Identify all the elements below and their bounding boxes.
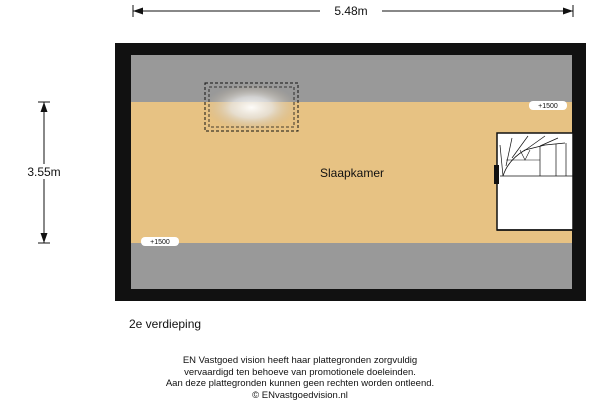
disclaimer-line: EN Vastgoed vision heeft haar plattegronden zorgvuldig <box>100 355 500 367</box>
height-marker-left-label: +1500 <box>150 239 170 246</box>
dimension-arrow-icon <box>563 8 573 15</box>
disclaimer-line: vervaardigd ten behoeve van promotionele doeleinden. <box>100 367 500 379</box>
copyright-line: © ENvastgoedvision.nl <box>100 390 500 401</box>
disclaimer-line: Aan deze plattegronden kunnen geen rechten worden ontleend. <box>100 378 500 390</box>
dimension-arrow-icon <box>41 233 48 243</box>
dimension-arrow-icon <box>133 8 143 15</box>
disclaimer <box>100 355 500 401</box>
width-dimension <box>133 3 573 18</box>
floor-label: 2e verdieping <box>129 317 201 331</box>
stairs-icon <box>494 133 573 230</box>
height-marker-right <box>529 101 567 110</box>
roof-slope-top <box>131 55 572 102</box>
height-marker-left <box>141 237 179 246</box>
height-dimension-label: 3.55m <box>27 165 60 179</box>
height-dimension <box>16 102 72 243</box>
skylight-icon <box>205 83 298 131</box>
roof-slope-bottom <box>131 243 572 289</box>
room-name-label: Slaapkamer <box>320 166 384 180</box>
dimension-arrow-icon <box>41 102 48 112</box>
width-dimension-label: 5.48m <box>334 4 367 18</box>
height-marker-right-label: +1500 <box>538 103 558 110</box>
